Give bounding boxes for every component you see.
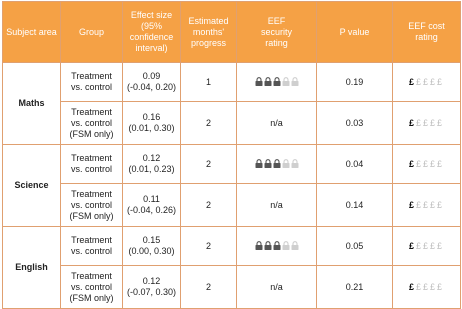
security-cell (237, 145, 317, 184)
table-row (3, 227, 461, 266)
pound-icon: £ (415, 158, 423, 169)
effect-cell: 0.12 (-0.07, 0.30) (123, 266, 181, 309)
p-value-cell: 0.04 (317, 145, 393, 184)
pound-icon: £ (408, 117, 416, 128)
p-value-cell: 0.03 (317, 102, 393, 145)
effect-cell: 0.16 (0.01, 0.30) (123, 102, 181, 145)
table-row (3, 266, 461, 309)
group-cell: Treatment vs. control (FSM only) (61, 184, 123, 227)
padlock-icon (290, 78, 299, 87)
pound-icon: £ (422, 76, 430, 87)
pound-icon: £ (415, 117, 423, 128)
padlock-icon (263, 160, 272, 169)
security-na-text: n/a (270, 281, 283, 292)
header-security-rating: EEF security rating (237, 2, 317, 63)
pound-icon: £ (422, 158, 430, 169)
group-cell: Treatment vs. control (FSM only) (61, 266, 123, 309)
pound-icon: £ (415, 76, 423, 87)
pound-icon: £ (415, 240, 423, 251)
pound-icon: £ (408, 240, 416, 251)
pound-icon: £ (422, 117, 430, 128)
subject-label: English (3, 227, 61, 309)
cost-cell (393, 102, 461, 145)
pound-icon: £ (422, 281, 430, 292)
group-cell: Treatment vs. control (61, 227, 123, 266)
pound-icon: £ (422, 240, 430, 251)
months-cell: 2 (181, 184, 237, 227)
padlock-icon (263, 242, 272, 251)
pound-icon: £ (437, 76, 445, 87)
pound-icon: £ (430, 199, 438, 210)
p-value-cell: 0.21 (317, 266, 393, 309)
months-cell: 1 (181, 63, 237, 102)
security-cell (237, 184, 317, 227)
pound-icon: £ (430, 281, 438, 292)
p-value-cell: 0.14 (317, 184, 393, 227)
table-row (3, 102, 461, 145)
effect-cell: 0.12 (0.01, 0.23) (123, 145, 181, 184)
pound-icon: £ (430, 117, 438, 128)
security-cell (237, 266, 317, 309)
pound-icon: £ (408, 158, 416, 169)
cost-cell (393, 145, 461, 184)
table-row (3, 145, 461, 184)
header-cost-rating: EEF cost rating (393, 2, 461, 63)
months-cell: 2 (181, 227, 237, 266)
p-value-cell: 0.19 (317, 63, 393, 102)
pound-icon: £ (408, 199, 416, 210)
p-value-cell: 0.05 (317, 227, 393, 266)
months-cell: 2 (181, 145, 237, 184)
padlock-icon (263, 78, 272, 87)
effect-cell: 0.11 (-0.04, 0.26) (123, 184, 181, 227)
pound-icon: £ (430, 240, 438, 251)
security-cell (237, 227, 317, 266)
table-row (3, 63, 461, 102)
pound-icon: £ (415, 281, 423, 292)
padlock-icon (281, 160, 290, 169)
effect-cell: 0.15 (0.00, 0.30) (123, 227, 181, 266)
group-cell: Treatment vs. control (FSM only) (61, 102, 123, 145)
group-cell: Treatment vs. control (61, 145, 123, 184)
pound-icon: £ (430, 76, 438, 87)
header-group: Group (61, 2, 123, 63)
cost-cell (393, 266, 461, 309)
subject-label: Maths (3, 63, 61, 145)
pound-icon: £ (437, 281, 445, 292)
padlock-icon (290, 242, 299, 251)
padlock-icon (272, 78, 281, 87)
padlock-icon (281, 242, 290, 251)
cost-cell (393, 184, 461, 227)
security-cell (237, 63, 317, 102)
padlock-icon (272, 242, 281, 251)
pound-icon: £ (437, 199, 445, 210)
header-months-progress: Estimated months' progress (181, 2, 237, 63)
header-subject: Subject area (3, 2, 61, 63)
padlock-icon (254, 78, 263, 87)
header-row (3, 2, 461, 63)
security-cell (237, 102, 317, 145)
header-p-value: P value (317, 2, 393, 63)
group-cell: Treatment vs. control (61, 63, 123, 102)
subject-label: Science (3, 145, 61, 227)
pound-icon: £ (422, 199, 430, 210)
pound-icon: £ (408, 281, 416, 292)
results-table (2, 1, 461, 309)
pound-icon: £ (415, 199, 423, 210)
pound-icon: £ (408, 76, 416, 87)
pound-icon: £ (437, 117, 445, 128)
padlock-icon (290, 160, 299, 169)
security-na-text: n/a (270, 117, 283, 128)
cost-cell (393, 63, 461, 102)
cost-cell (393, 227, 461, 266)
effect-cell: 0.09 (-0.04, 0.20) (123, 63, 181, 102)
table-row (3, 184, 461, 227)
padlock-icon (272, 160, 281, 169)
months-cell: 2 (181, 266, 237, 309)
padlock-icon (254, 242, 263, 251)
pound-icon: £ (437, 240, 445, 251)
months-cell: 2 (181, 102, 237, 145)
pound-icon: £ (430, 158, 438, 169)
pound-icon: £ (437, 158, 445, 169)
padlock-icon (254, 160, 263, 169)
security-na-text: n/a (270, 199, 283, 210)
header-effect-size: Effect size (95% confidence interval) (123, 2, 181, 63)
padlock-icon (281, 78, 290, 87)
